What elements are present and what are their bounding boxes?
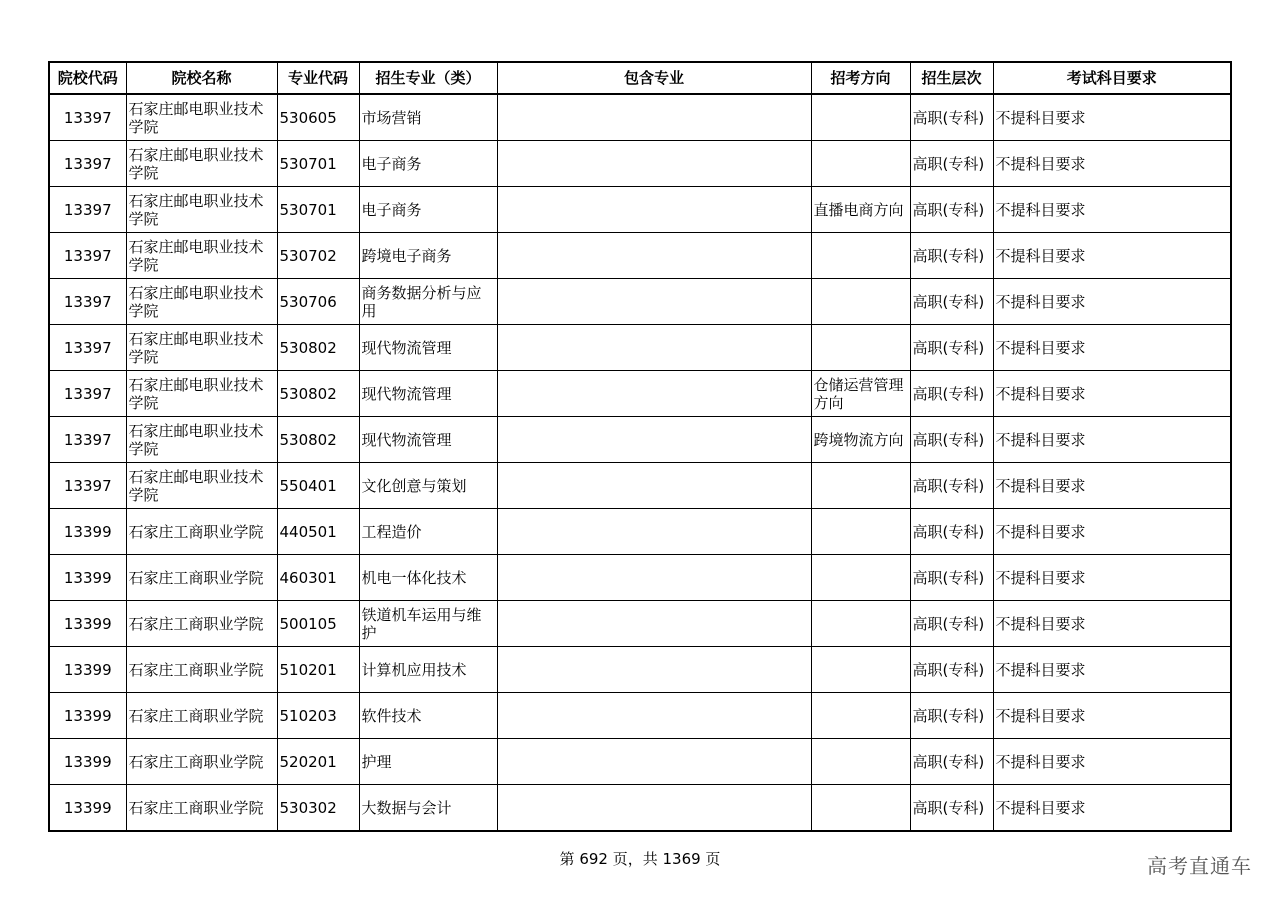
header-school-name: 院校名称 <box>126 62 277 94</box>
cell-school-code: 13397 <box>49 94 126 141</box>
cell-subject-requirement: 不提科目要求 <box>993 233 1231 279</box>
cell-included-majors <box>497 785 811 832</box>
cell-level: 高职(专科) <box>910 785 993 832</box>
cell-major: 商务数据分析与应用 <box>359 279 497 325</box>
cell-included-majors <box>497 371 811 417</box>
cell-major-code: 510201 <box>277 647 359 693</box>
cell-major: 软件技术 <box>359 693 497 739</box>
cell-included-majors <box>497 417 811 463</box>
cell-major: 大数据与会计 <box>359 785 497 832</box>
cell-school-code: 13397 <box>49 279 126 325</box>
cell-level: 高职(专科) <box>910 555 993 601</box>
watermark-text: 高考直通车 <box>1147 854 1252 878</box>
cell-major-code: 500105 <box>277 601 359 647</box>
cell-major: 市场营销 <box>359 94 497 141</box>
cell-level: 高职(专科) <box>910 417 993 463</box>
cell-level: 高职(专科) <box>910 647 993 693</box>
cell-direction <box>811 325 910 371</box>
cell-direction <box>811 509 910 555</box>
cell-subject-requirement: 不提科目要求 <box>993 739 1231 785</box>
cell-major-code: 510203 <box>277 693 359 739</box>
table-row <box>49 417 1231 463</box>
cell-level: 高职(专科) <box>910 279 993 325</box>
cell-school-name: 石家庄邮电职业技术学院 <box>126 279 277 325</box>
cell-major: 护理 <box>359 739 497 785</box>
cell-school-code: 13397 <box>49 325 126 371</box>
cell-school-name: 石家庄邮电职业技术学院 <box>126 233 277 279</box>
cell-school-name: 石家庄工商职业学院 <box>126 509 277 555</box>
cell-included-majors <box>497 693 811 739</box>
cell-school-code: 13397 <box>49 371 126 417</box>
table-row <box>49 601 1231 647</box>
cell-included-majors <box>497 187 811 233</box>
cell-school-code: 13399 <box>49 785 126 832</box>
cell-major-code: 460301 <box>277 555 359 601</box>
cell-school-code: 13397 <box>49 417 126 463</box>
table-body <box>49 94 1231 831</box>
table-row <box>49 233 1231 279</box>
cell-subject-requirement: 不提科目要求 <box>993 417 1231 463</box>
table-row <box>49 739 1231 785</box>
cell-major-code: 440501 <box>277 509 359 555</box>
cell-school-code: 13399 <box>49 739 126 785</box>
cell-major: 跨境电子商务 <box>359 233 497 279</box>
cell-included-majors <box>497 233 811 279</box>
admissions-table <box>48 61 1232 832</box>
cell-major-code: 530802 <box>277 417 359 463</box>
header-major-code: 专业代码 <box>277 62 359 94</box>
cell-direction <box>811 785 910 832</box>
cell-included-majors <box>497 463 811 509</box>
cell-included-majors <box>497 325 811 371</box>
cell-level: 高职(专科) <box>910 693 993 739</box>
cell-major-code: 550401 <box>277 463 359 509</box>
cell-school-code: 13399 <box>49 693 126 739</box>
cell-school-code: 13399 <box>49 555 126 601</box>
table-row <box>49 279 1231 325</box>
cell-school-name: 石家庄工商职业学院 <box>126 739 277 785</box>
cell-direction <box>811 555 910 601</box>
cell-school-name: 石家庄邮电职业技术学院 <box>126 417 277 463</box>
cell-direction: 跨境物流方向 <box>811 417 910 463</box>
cell-direction <box>811 463 910 509</box>
table-row <box>49 325 1231 371</box>
header-major: 招生专业（类） <box>359 62 497 94</box>
cell-direction: 直播电商方向 <box>811 187 910 233</box>
cell-level: 高职(专科) <box>910 325 993 371</box>
header-level: 招生层次 <box>910 62 993 94</box>
table-row <box>49 94 1231 141</box>
cell-school-name: 石家庄邮电职业技术学院 <box>126 463 277 509</box>
cell-included-majors <box>497 739 811 785</box>
cell-school-code: 13399 <box>49 509 126 555</box>
cell-level: 高职(专科) <box>910 233 993 279</box>
cell-school-name: 石家庄工商职业学院 <box>126 647 277 693</box>
cell-school-code: 13397 <box>49 233 126 279</box>
table-row <box>49 785 1231 832</box>
cell-school-code: 13397 <box>49 463 126 509</box>
cell-major: 电子商务 <box>359 187 497 233</box>
cell-school-name: 石家庄邮电职业技术学院 <box>126 141 277 187</box>
cell-subject-requirement: 不提科目要求 <box>993 187 1231 233</box>
table-row <box>49 555 1231 601</box>
cell-major-code: 530302 <box>277 785 359 832</box>
cell-major-code: 530701 <box>277 141 359 187</box>
cell-school-name: 石家庄工商职业学院 <box>126 693 277 739</box>
cell-level: 高职(专科) <box>910 739 993 785</box>
cell-included-majors <box>497 279 811 325</box>
cell-major-code: 530802 <box>277 325 359 371</box>
cell-direction <box>811 693 910 739</box>
table-row <box>49 371 1231 417</box>
cell-major: 文化创意与策划 <box>359 463 497 509</box>
cell-major: 现代物流管理 <box>359 325 497 371</box>
table-row <box>49 693 1231 739</box>
cell-subject-requirement: 不提科目要求 <box>993 785 1231 832</box>
cell-included-majors <box>497 601 811 647</box>
cell-school-name: 石家庄邮电职业技术学院 <box>126 187 277 233</box>
cell-school-name: 石家庄邮电职业技术学院 <box>126 94 277 141</box>
cell-direction <box>811 233 910 279</box>
header-direction: 招考方向 <box>811 62 910 94</box>
cell-school-code: 13399 <box>49 601 126 647</box>
cell-level: 高职(专科) <box>910 509 993 555</box>
cell-direction <box>811 601 910 647</box>
cell-major: 计算机应用技术 <box>359 647 497 693</box>
cell-subject-requirement: 不提科目要求 <box>993 141 1231 187</box>
cell-major-code: 520201 <box>277 739 359 785</box>
cell-level: 高职(专科) <box>910 601 993 647</box>
header-subject-requirement: 考试科目要求 <box>993 62 1231 94</box>
cell-direction <box>811 279 910 325</box>
header-included-majors: 包含专业 <box>497 62 811 94</box>
cell-subject-requirement: 不提科目要求 <box>993 371 1231 417</box>
cell-school-name: 石家庄邮电职业技术学院 <box>126 371 277 417</box>
cell-major: 机电一体化技术 <box>359 555 497 601</box>
cell-major: 电子商务 <box>359 141 497 187</box>
table-row <box>49 509 1231 555</box>
cell-subject-requirement: 不提科目要求 <box>993 555 1231 601</box>
cell-direction: 仓储运营管理方向 <box>811 371 910 417</box>
table-row <box>49 187 1231 233</box>
cell-school-name: 石家庄工商职业学院 <box>126 601 277 647</box>
cell-school-code: 13397 <box>49 187 126 233</box>
cell-school-name: 石家庄邮电职业技术学院 <box>126 325 277 371</box>
cell-included-majors <box>497 94 811 141</box>
cell-direction <box>811 94 910 141</box>
cell-school-name: 石家庄工商职业学院 <box>126 785 277 832</box>
cell-major-code: 530702 <box>277 233 359 279</box>
cell-level: 高职(专科) <box>910 94 993 141</box>
cell-direction <box>811 141 910 187</box>
table-row <box>49 463 1231 509</box>
cell-level: 高职(专科) <box>910 141 993 187</box>
cell-direction <box>811 647 910 693</box>
cell-direction <box>811 739 910 785</box>
cell-major: 现代物流管理 <box>359 371 497 417</box>
cell-school-code: 13397 <box>49 141 126 187</box>
cell-major: 现代物流管理 <box>359 417 497 463</box>
cell-subject-requirement: 不提科目要求 <box>993 509 1231 555</box>
page-number: 第 692 页，共 1369 页 <box>559 850 721 868</box>
table-header-row <box>49 62 1231 94</box>
cell-subject-requirement: 不提科目要求 <box>993 325 1231 371</box>
cell-level: 高职(专科) <box>910 463 993 509</box>
cell-included-majors <box>497 509 811 555</box>
cell-subject-requirement: 不提科目要求 <box>993 94 1231 141</box>
cell-included-majors <box>497 141 811 187</box>
cell-major-code: 530706 <box>277 279 359 325</box>
cell-subject-requirement: 不提科目要求 <box>993 463 1231 509</box>
cell-subject-requirement: 不提科目要求 <box>993 647 1231 693</box>
cell-included-majors <box>497 647 811 693</box>
cell-included-majors <box>497 555 811 601</box>
cell-school-code: 13399 <box>49 647 126 693</box>
cell-major-code: 530802 <box>277 371 359 417</box>
cell-level: 高职(专科) <box>910 371 993 417</box>
cell-major-code: 530701 <box>277 187 359 233</box>
cell-major: 铁道机车运用与维护 <box>359 601 497 647</box>
cell-subject-requirement: 不提科目要求 <box>993 279 1231 325</box>
table-row <box>49 647 1231 693</box>
cell-subject-requirement: 不提科目要求 <box>993 601 1231 647</box>
cell-major: 工程造价 <box>359 509 497 555</box>
header-school-code: 院校代码 <box>49 62 126 94</box>
cell-subject-requirement: 不提科目要求 <box>993 693 1231 739</box>
cell-school-name: 石家庄工商职业学院 <box>126 555 277 601</box>
cell-level: 高职(专科) <box>910 187 993 233</box>
table-row <box>49 141 1231 187</box>
cell-major-code: 530605 <box>277 94 359 141</box>
